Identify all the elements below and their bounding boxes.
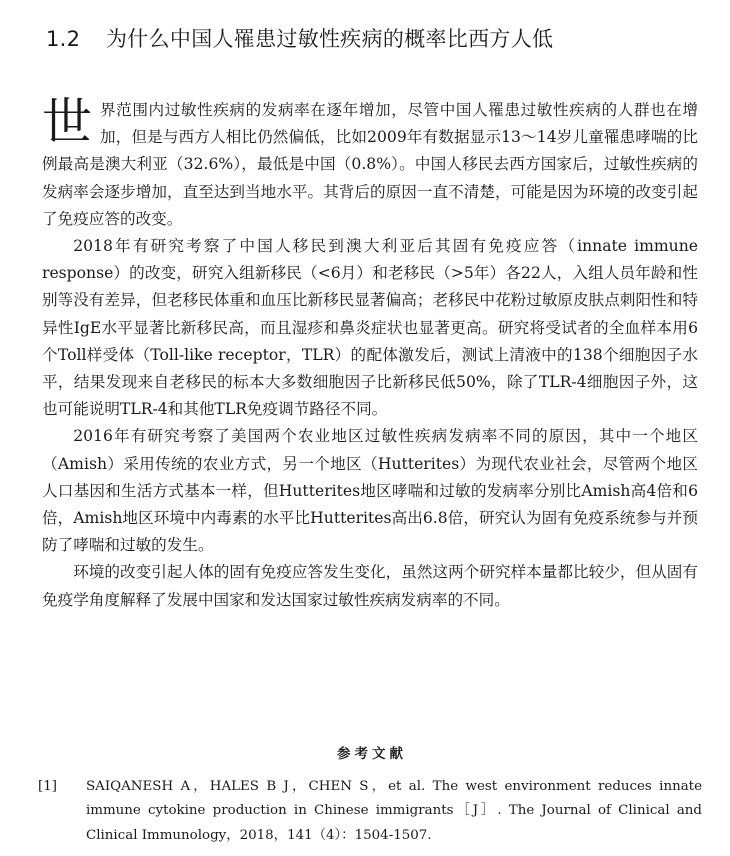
- reference-text: SAIQANESH A，HALES B J，CHEN S，et al. The west environment reduces innate immune cytokine production in Chinese immigrants［J］. The Journal of Clinical and Clinical Immunology，2018，141（4）：1504-1507.: [86, 778, 702, 843]
- section-number: 1.2: [46, 27, 81, 51]
- paragraph-2: 2018年有研究考察了中国人移民到澳大利亚后其固有免疫应答（innate immune response）的改变，研究入组新移民（<6月）和老移民（>5年）各22人，入组人员年龄和性别等没有差异，但老移民体重和血压比新移民显著偏高；老移民中花粉过敏原皮肤点刺阳性和特异性IgE水平显著比新移民高，而且湿疹和鼻炎症状也显著更高。研究将受试者的全血样本用6个Toll样受体（Toll-like receptor，TLR）的配体激发后，测试上清液中的138个细胞因子水平，结果发现来自老移民的标本大多数细胞因子比新移民低50%，除了TLR-4细胞因子外，这也可能说明TLR-4和其他TLR免疫调节路径不同。: [42, 237, 698, 419]
- drop-cap: 世: [42, 93, 92, 151]
- paragraph-4: 环境的改变引起人体的固有免疫应答发生变化，虽然这两个研究样本量都比较少，但从固有免疫学角度解释了发展中国家和发达国家过敏性疾病发病率的不同。: [42, 563, 698, 609]
- section-title: 为什么中国人罹患过敏性疾病的概率比西方人低: [106, 27, 554, 51]
- references-section: [38, 742, 702, 848]
- paragraph-3: 2016年有研究考察了美国两个农业地区过敏性疾病发病率不同的原因，其中一个地区（Amish）采用传统的农业方式，另一个地区（Hutterites）为现代农业社会，尽管两个地区人口基因和生活方式基本一样，但Hutterites地区哮喘和过敏的发病率分别比Amish高4倍和6倍，Amish地区环境中内毒素的水平比Hutterites高出6.8倍，研究认为固有免疫系统参与并预防了哮喘和过敏的发生。: [42, 427, 698, 555]
- reference-number: [1]: [38, 778, 57, 794]
- article-body: [42, 93, 698, 614]
- paragraph-1: [42, 93, 698, 233]
- section-heading: [46, 24, 706, 54]
- references-heading: 参考文献: [337, 746, 407, 762]
- reference-item: [38, 775, 702, 849]
- paragraph-1-text: 界范围内过敏性疾病的发病率在逐年增加，尽管中国人罹患过敏性疾病的人群也在增加，但是与西方人相比仍然偏低，比如2009年有数据显示13～14岁儿童罹患哮喘的比例最高是澳大利亚（32.6%），最低是中国（0.8%）。中国人移民去西方国家后，过敏性疾病的发病率会逐步增加，直至达到当地水平。其背后的原因一直不清楚，可能是因为环境的改变引起了免疫应答的改变。: [42, 101, 698, 228]
